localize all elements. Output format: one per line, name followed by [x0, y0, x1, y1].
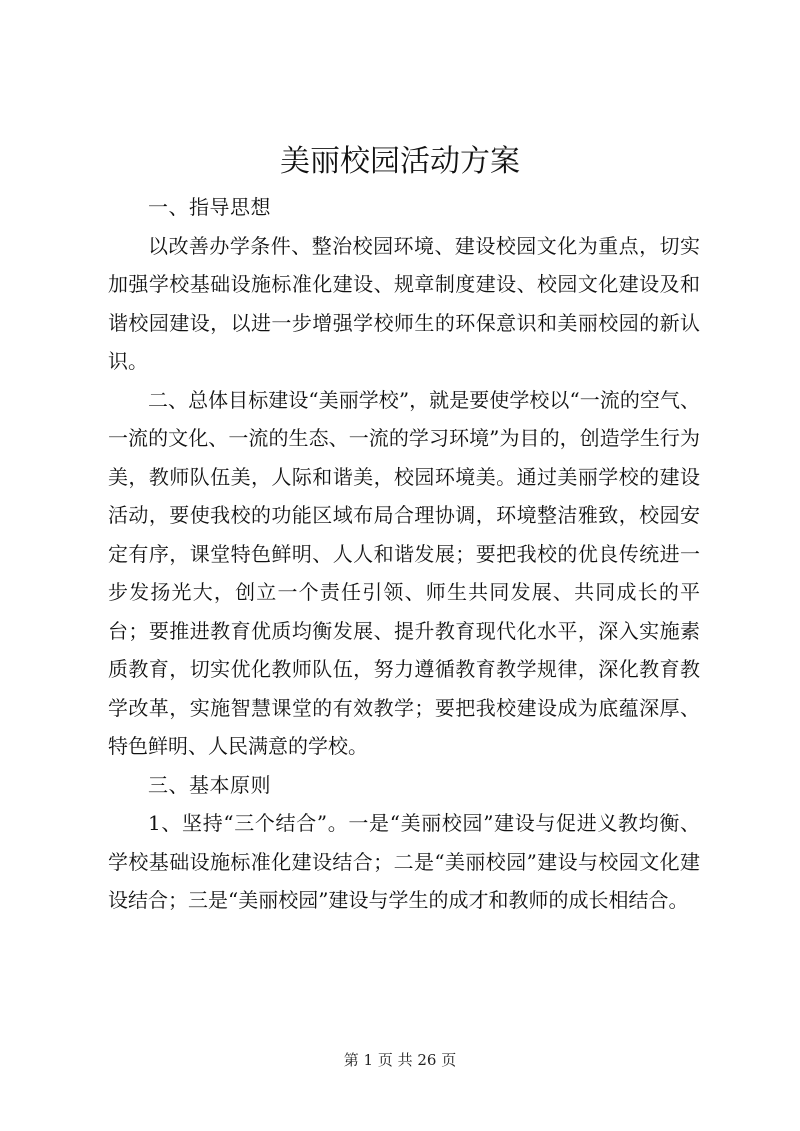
paragraph-overall-goal: 二、总体目标建设“美丽学校”，就是要使学校以“一流的空气、一流的文化、一流的生态、一流的学习环境”为目的，创造学生行为美，教师队伍美，人际和谐美，校园环境美。通过美丽学校的建设活动，要使我校的功能区域布局合理协调，环境整洁雅致，校园安定有序，课堂特色鲜明、人人和谐发展；要把我校的优良传统进一步发扬光大，创立一个责任引领、师生共同发展、共同成长的平台；要推进教育优质均衡发展、提升教育现代化水平，深入实施素质教育，切实优化教师队伍，努力遵循教育教学规律，深化教育教学改革，实施智慧课堂的有效教学；要把我校建设成为底蕴深厚、特色鲜明、人民满意的学校。	[108, 387, 700, 758]
paragraph-three-combinations: 1、坚持“三个结合”。一是“美丽校园”建设与促进义教均衡、学校基础设施标准化建设结合；二是“美丽校园”建设与校园文化建设结合；三是“美丽校园”建设与学生的成才和教师的成长相结合。	[108, 811, 700, 912]
section-heading-basic-principles: 三、基本原则	[148, 772, 271, 797]
paragraph-guiding-thought: 以改善办学条件、整治校园环境、建设校园文化为重点，切实加强学校基础设施标准化建设、规章制度建设、校园文化建设及和谐校园建设，以进一步增强学校师生的环保意识和美丽校园的新认识。	[108, 233, 700, 373]
page-footer: 第 1 页 共 26 页	[343, 1051, 457, 1069]
document-title: 美丽校园活动方案	[280, 144, 520, 179]
section-heading-guiding-thought: 一、指导思想	[148, 195, 271, 219]
document-body	[108, 188, 700, 920]
